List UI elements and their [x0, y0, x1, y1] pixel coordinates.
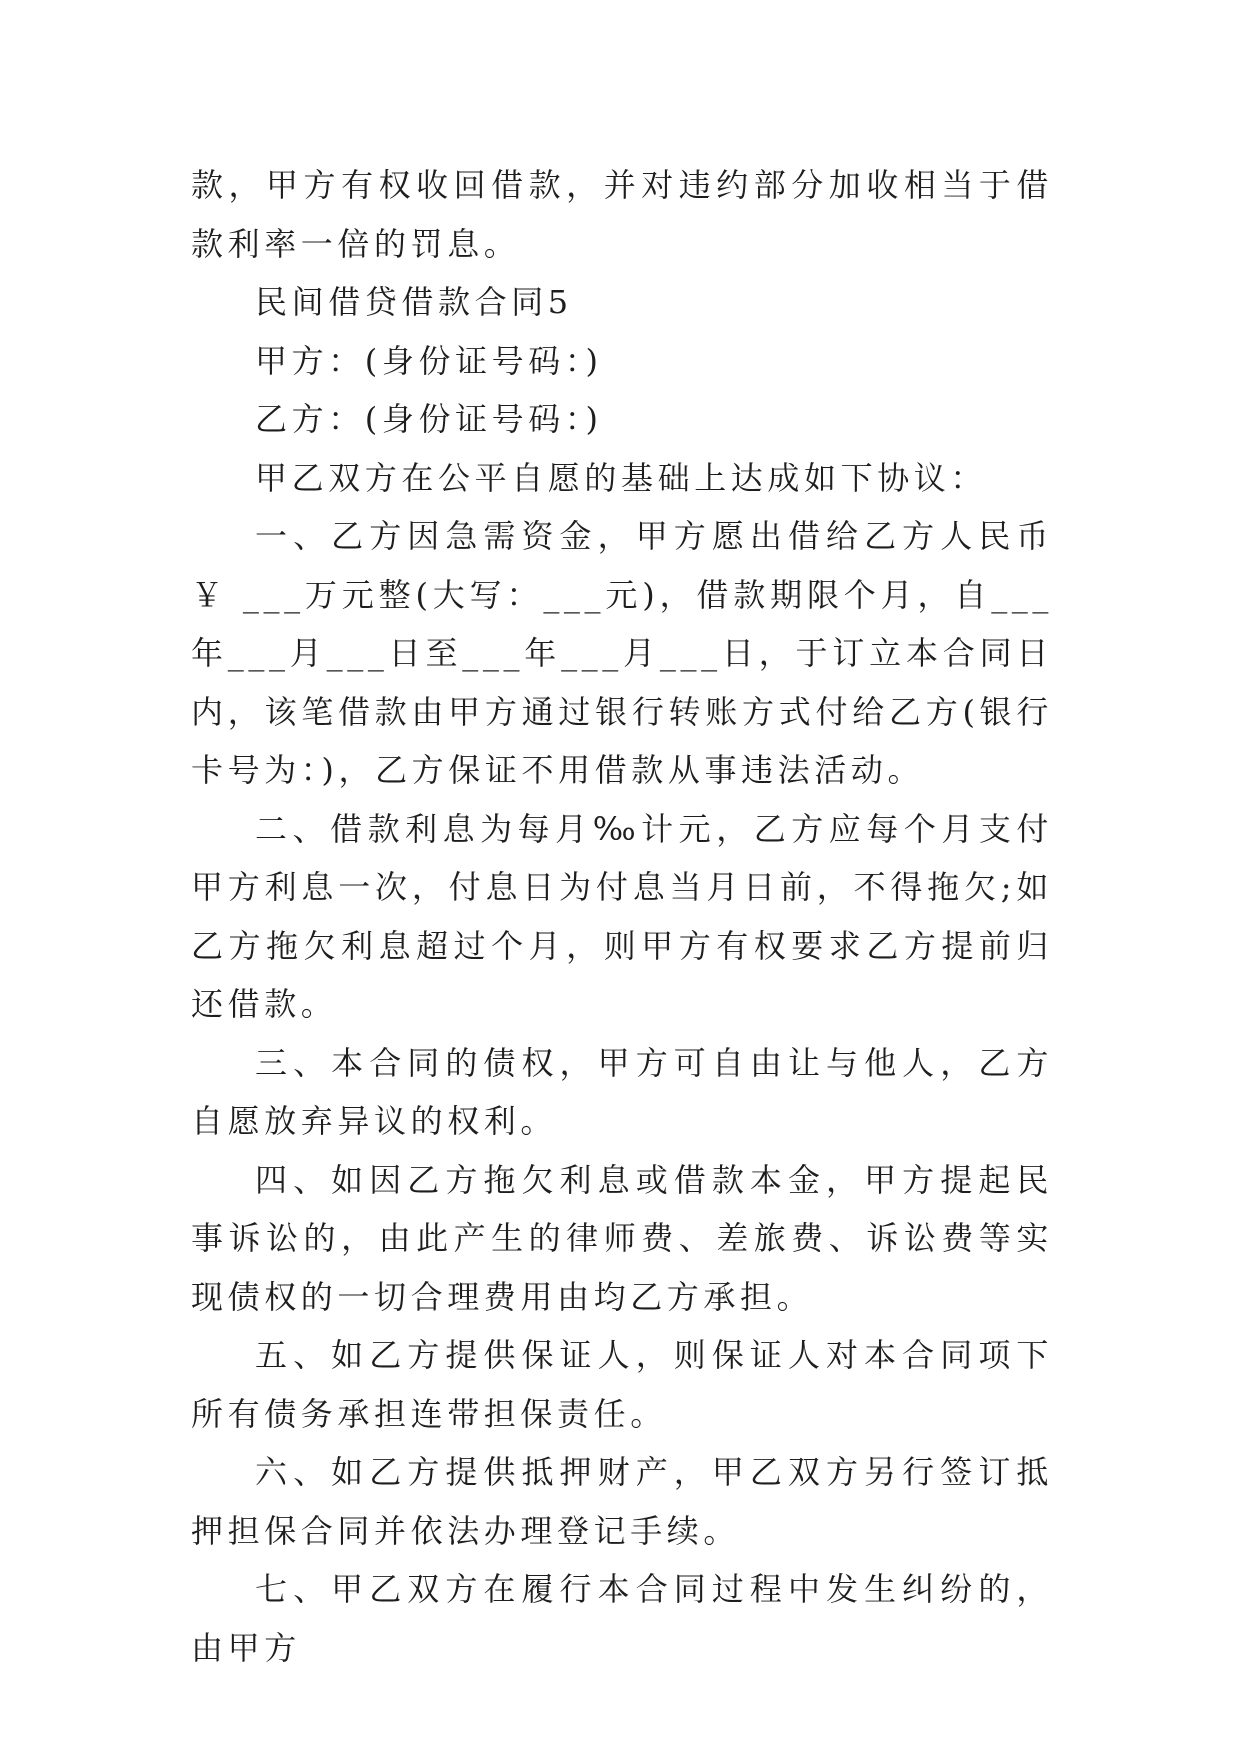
contract-title: 民间借贷借款合同5	[255, 283, 573, 321]
agreement-intro: 甲乙双方在公平自愿的基础上达成如下协议：	[255, 458, 988, 497]
party-a-line: 甲方：(身份证号码：)	[255, 341, 603, 380]
clause-2: 二、借款利息为每月‰计元，乙方应每个月支付甲方利息一次，付息日为付息当月日前，不得拖欠;如乙方拖欠利息超过个月，则甲方有权要求乙方提前归还借款。	[191, 809, 1053, 1023]
clause-1: 一、乙方因急需资金，甲方愿出借给乙方人民币￥ ___万元整(大写：___元)，借款期限个月，自___年___月___日至___年___月___日，于订立本合同日内，该笔借款由甲方通过银行转账方式付给乙方(银行卡号为：)，乙方保证不用借款从事违法活动。	[191, 517, 1053, 789]
document-body	[191, 156, 1053, 1677]
clause-4: 四、如因乙方拖欠利息或借款本金，甲方提起民事诉讼的，由此产生的律师费、差旅费、诉讼费等实现债权的一切合理费用由均乙方承担。	[191, 1160, 1053, 1316]
clause-3: 三、本合同的债权，甲方可自由让与他人，乙方自愿放弃异议的权利。	[191, 1043, 1053, 1140]
clause-5: 五、如乙方提供保证人，则保证人对本合同项下所有债务承担连带担保责任。	[191, 1336, 1053, 1433]
clause-7: 七、甲乙双方在履行本合同过程中发生纠纷的，由甲方	[191, 1570, 1053, 1667]
clause-6: 六、如乙方提供抵押财产，甲乙双方另行签订抵押担保合同并依法办理登记手续。	[191, 1453, 1053, 1550]
paragraph-continuation: 款，甲方有权收回借款，并对违约部分加收相当于借款利率一倍的罚息。	[191, 166, 1053, 263]
party-b-line: 乙方：(身份证号码：)	[255, 400, 603, 438]
